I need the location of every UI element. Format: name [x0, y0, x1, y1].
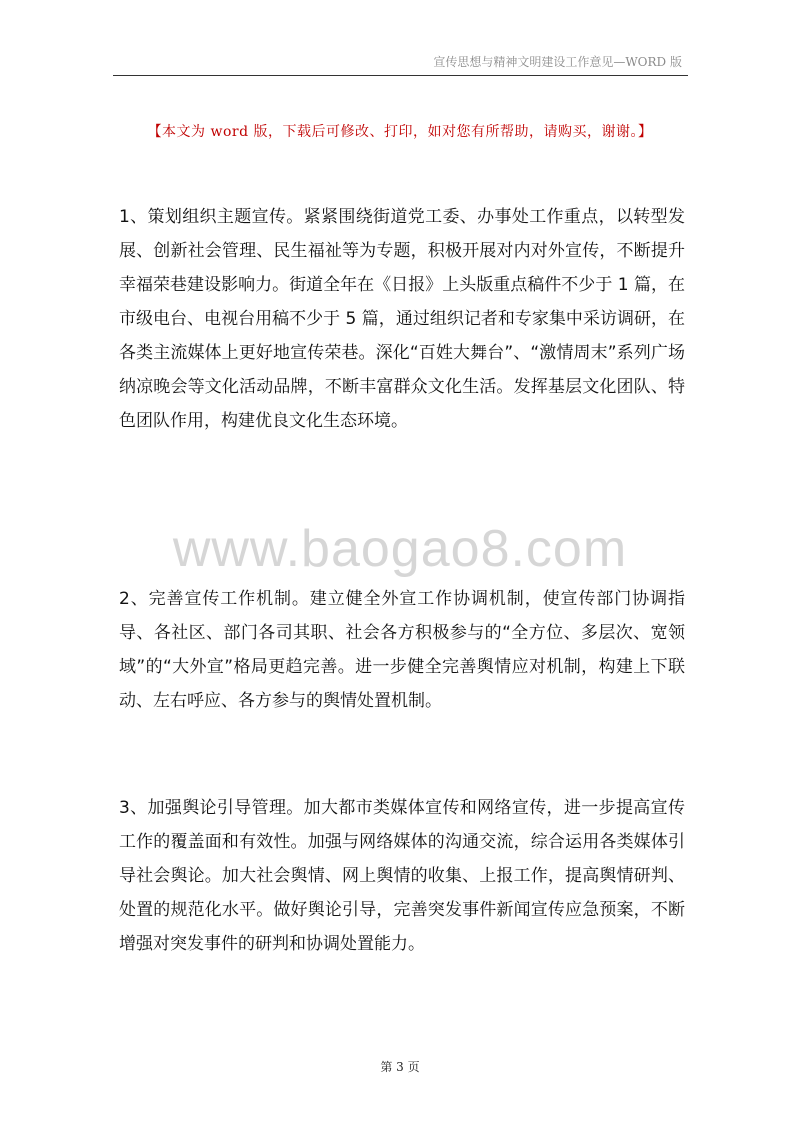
paragraph-1: 1、策划组织主题宣传。紧紧围绕街道党工委、办事处工作重点，以转型发展、创新社会管理、民生福祉等为专题，积极开展对内对外宣传，不断提升幸福荣巷建设影响力。街道全年在《日报》上头版重点稿件不少于 1 篇，在市级电台、电视台用稿不少于 5 篇，通过组织记者和专家集中采访调研，在各类主流媒体上更好地宣传荣巷。深化“百姓大舞台”、“激情周末”系列广场纳凉晚会等文化活动品牌，不断丰富群众文化生活。发挥基层文化团队、特色团队作用，构建优良文化生态环境。: [119, 207, 685, 431]
header-title: 宣传思想与精神文明建设工作意见—WORD 版: [433, 55, 682, 69]
paragraph-2: 2、完善宣传工作机制。建立健全外宣工作协调机制，使宣传部门协调指导、各社区、部门各司其职、社会各方积极参与的“全方位、多层次、宽领域”的“大外宣”格局更趋完善。进一步健全完善舆情应对机制，构建上下联动、左右呼应、各方参与的舆情处置机制。: [119, 589, 685, 711]
header-rule: [113, 75, 688, 76]
page-number: 第 3 页: [380, 1060, 420, 1074]
paragraph-3: 3、加强舆论引导管理。加大都市类媒体宣传和网络宣传，进一步提高宣传工作的覆盖面和有效性。加强与网络媒体的沟通交流，综合运用各类媒体引导社会舆论。加大社会舆情、网上舆情的收集、上报工作，提高舆情研判、处置的规范化水平。做好舆论引导，完善突发事件新闻宣传应急预案，不断增强对突发事件的研判和协调处置能力。: [119, 798, 685, 954]
purchase-notice: 【本文为 word 版，下载后可修改、打印，如对您有所帮助，请购买，谢谢。】: [147, 124, 653, 140]
watermark: www.baogao8.com: [172, 520, 628, 578]
